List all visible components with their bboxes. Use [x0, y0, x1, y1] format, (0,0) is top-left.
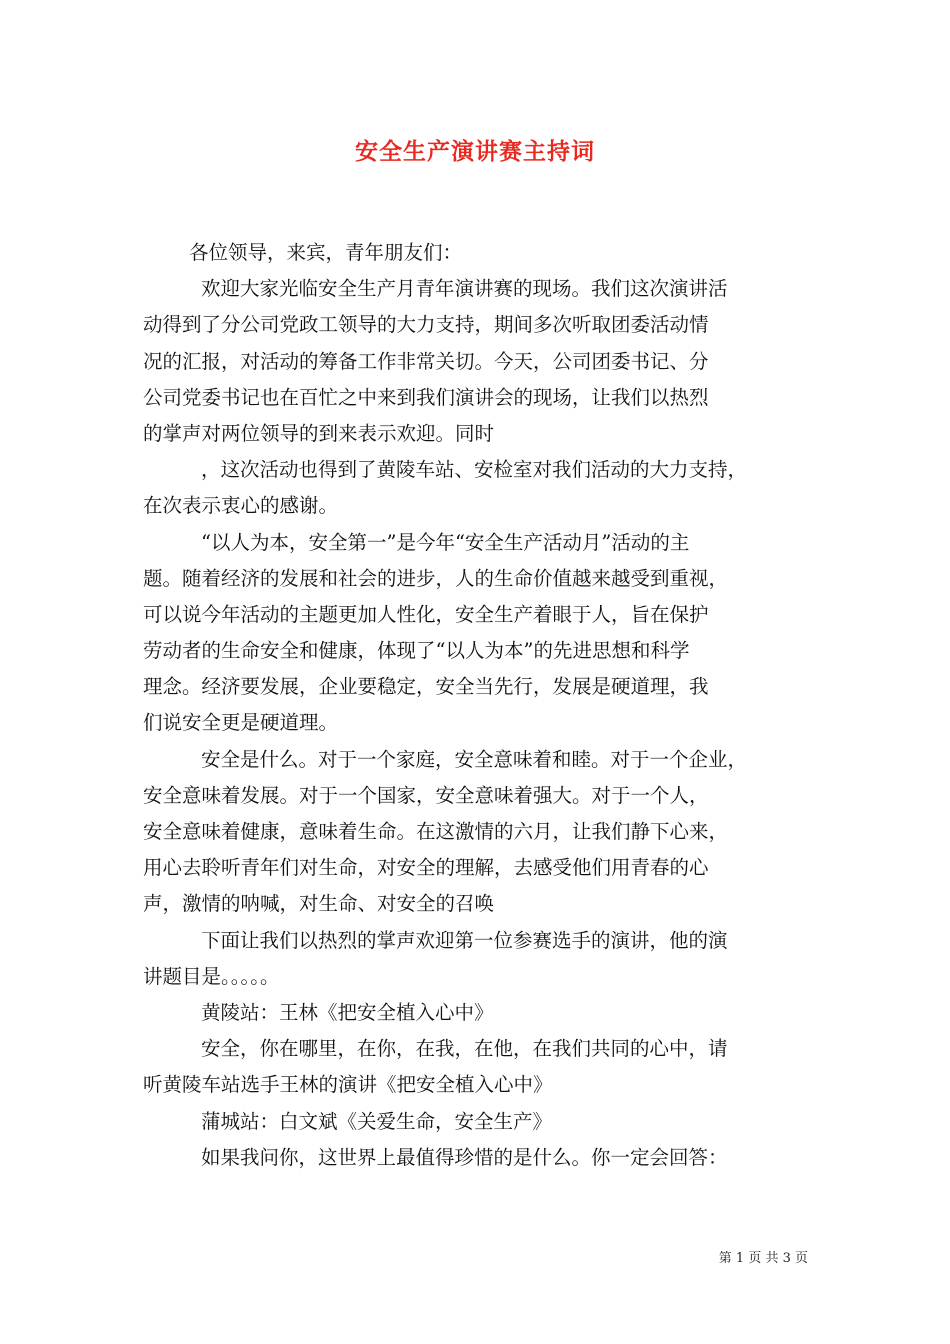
document-body: [143, 235, 808, 1176]
body-line: 讲题目是。。。。。: [143, 964, 280, 988]
body-line: 况的汇报，对活动的筹备工作非常关切。今天，公司团委书记、分: [143, 349, 709, 373]
body-line: 题。随着经济的发展和社会的进步，人的生命价值越来越受到重视，: [143, 566, 729, 590]
body-line: 声，激情的呐喊，对生命、对安全的召唤: [143, 892, 495, 916]
body-line: 安全，你在哪里，在你，在我，在他，在我们共同的心中，请: [201, 1037, 728, 1061]
body-line: 安全是什么。对于一个家庭，安全意味着和睦。对于一个企业，: [201, 747, 748, 771]
body-line: 公司党委书记也在百忙之中来到我们演讲会的现场，让我们以热烈: [143, 385, 709, 409]
body-line: 可以说今年活动的主题更加人性化，安全生产着眼于人，旨在保护: [143, 602, 709, 626]
body-line: 的掌声对两位领导的到来表示欢迎。同时: [143, 421, 495, 445]
body-line: 劳动者的生命安全和健康，体现了“以人为本”的先进思想和科学: [143, 639, 690, 663]
body-line: “以人为本，安全第一”是今年“安全生产活动月”活动的主: [201, 530, 690, 554]
body-line: 们说安全更是硬道理。: [143, 711, 339, 735]
body-line: ，这次活动也得到了黄陵车站、安检室对我们活动的大力支持，: [201, 458, 748, 482]
body-line: 下面让我们以热烈的掌声欢迎第一位参赛选手的演讲，他的演: [201, 928, 728, 952]
body-line: 蒲城站：白文斌《关爱生命，安全生产》: [201, 1109, 553, 1133]
body-line: 动得到了分公司党政工领导的大力支持，期间多次听取团委活动情: [143, 313, 709, 337]
body-line: 安全意味着发展。对于一个国家，安全意味着强大。对于一个人，: [143, 783, 709, 807]
page-title: 安全生产演讲赛主持词: [355, 139, 595, 165]
page-number: 第 1 页 共 3 页: [718, 1251, 808, 1266]
body-line: 各位领导，来宾，青年朋友们：: [189, 241, 463, 264]
body-line: 理念。经济要发展，企业要稳定，安全当先行，发展是硬道理，我: [143, 675, 709, 699]
body-line: 用心去聆听青年们对生命，对安全的理解，去感受他们用青春的心: [143, 856, 709, 880]
body-line: 欢迎大家光临安全生产月青年演讲赛的现场。我们这次演讲活: [201, 277, 728, 301]
body-line: 在次表示衷心的感谢。: [143, 494, 339, 518]
body-line: 如果我问你，这世界上最值得珍惜的是什么。你一定会回答：: [201, 1145, 728, 1169]
body-line: 安全意味着健康，意味着生命。在这激情的六月，让我们静下心来，: [143, 820, 729, 843]
body-line: 黄陵站：王林《把安全植入心中》: [201, 1000, 494, 1024]
body-line: 听黄陵车站选手王林的演讲《把安全植入心中》: [143, 1073, 553, 1097]
